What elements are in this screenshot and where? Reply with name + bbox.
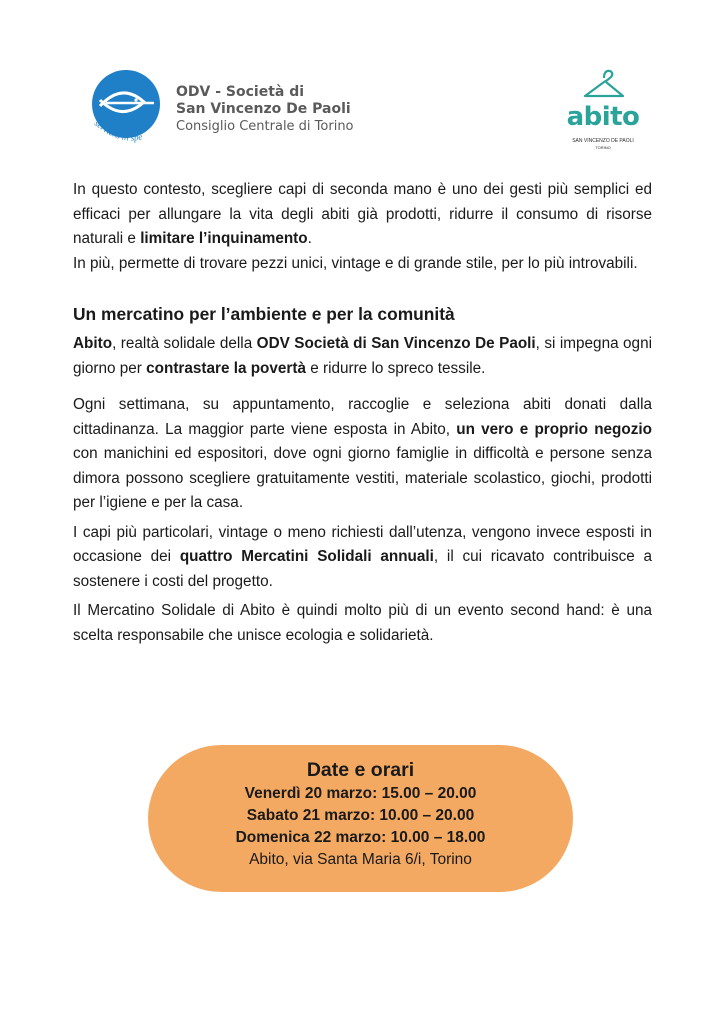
schedule-box bbox=[148, 745, 573, 892]
schedule-address: Abito, via Santa Maria 6/i, Torino bbox=[249, 851, 472, 868]
intro-line2: In più, permette di trovare pezzi unici, vintage e di grande stile, per lo più introvabili. bbox=[73, 254, 638, 272]
p1-bold-1: Abito bbox=[73, 335, 113, 352]
org-name bbox=[176, 84, 354, 135]
p3-bold-1: quattro Mercatini Solidali annuali bbox=[179, 548, 434, 565]
p1-text-3: e ridurre lo spreco tessile. bbox=[305, 359, 486, 377]
abito-logo-subtitle: SAN VINCENZO DE PAOLI bbox=[572, 138, 634, 144]
intro-text: In questo contesto, scegliere capi di seconda mano è uno dei gesti più semplici ed efficaci per allungare la vita degli abiti già prodotti, ridurre il consumo di risorse naturali e bbox=[73, 181, 652, 247]
p2-bold-1: un vero e proprio negozio bbox=[456, 420, 652, 438]
main-content bbox=[73, 178, 652, 648]
paragraph-1 bbox=[73, 332, 652, 381]
paragraph-3 bbox=[73, 521, 652, 595]
schedule-title: Date e orari bbox=[306, 759, 415, 781]
abito-logo-city: TORINO bbox=[595, 145, 611, 150]
svg-text:serviens in spe: serviens in spe bbox=[92, 120, 144, 143]
p1-text-1: , realtà solidale della bbox=[112, 335, 257, 352]
org-name-line1: ODV - Società di bbox=[176, 84, 305, 100]
org-name-line3: Consiglio Centrale di Torino bbox=[176, 119, 354, 134]
schedule-line-3: Domenica 22 marzo: 10.00 – 18.00 bbox=[235, 829, 486, 846]
p1-text-2: , si impegna ogni giorno per bbox=[73, 335, 652, 377]
intro-text-end: . bbox=[307, 230, 312, 247]
p1-bold-3: contrastare la povertà bbox=[146, 359, 306, 377]
p3-text-1: I capi più particolari, vintage o meno richiesti dall’utenza, vengono invece esposti in occasione dei bbox=[73, 523, 652, 565]
intro-bold: limitare l’inquinamento bbox=[140, 230, 308, 247]
p3-text-2: , il cui ricavato contribuisce a sostenere i costi del progetto. bbox=[73, 548, 653, 590]
p1-bold-2: ODV Società di San Vincenzo De Paoli bbox=[256, 335, 536, 352]
section-heading: Un mercatino per l’ambiente e per la comunità bbox=[73, 304, 455, 324]
schedule-line-1: Venerdì 20 marzo: 15.00 – 20.00 bbox=[244, 785, 477, 802]
hanger-icon bbox=[582, 68, 626, 104]
p2-text-2: con manichini ed espositori, dove ogni giorno famiglie in difficoltà e persone senza dimora possono scegliere gratuitamente vestiti, materiale scolastico, giochi, prodotti per l’igiene e per la casa. bbox=[73, 445, 652, 511]
abito-logo bbox=[562, 68, 644, 158]
intro-paragraph bbox=[73, 178, 652, 276]
paragraph-2 bbox=[73, 393, 652, 516]
schedule-line-2: Sabato 21 marzo: 10.00 – 20.00 bbox=[246, 807, 475, 824]
org-name-line2: San Vincenzo De Paoli bbox=[176, 101, 351, 117]
org-logo bbox=[92, 70, 354, 150]
abito-logo-word: abito bbox=[566, 102, 640, 132]
paragraph-4: Il Mercatino Solidale di Abito è quindi molto più di un evento second hand: è una scelta responsabile che unisce ecologia e solidarietà. bbox=[73, 602, 652, 644]
p2-text-1: Ogni settimana, su appuntamento, raccoglie e seleziona abiti donati dalla cittadinanza. La maggior parte viene esposta in Abito, bbox=[73, 396, 652, 438]
org-motto bbox=[90, 120, 170, 154]
